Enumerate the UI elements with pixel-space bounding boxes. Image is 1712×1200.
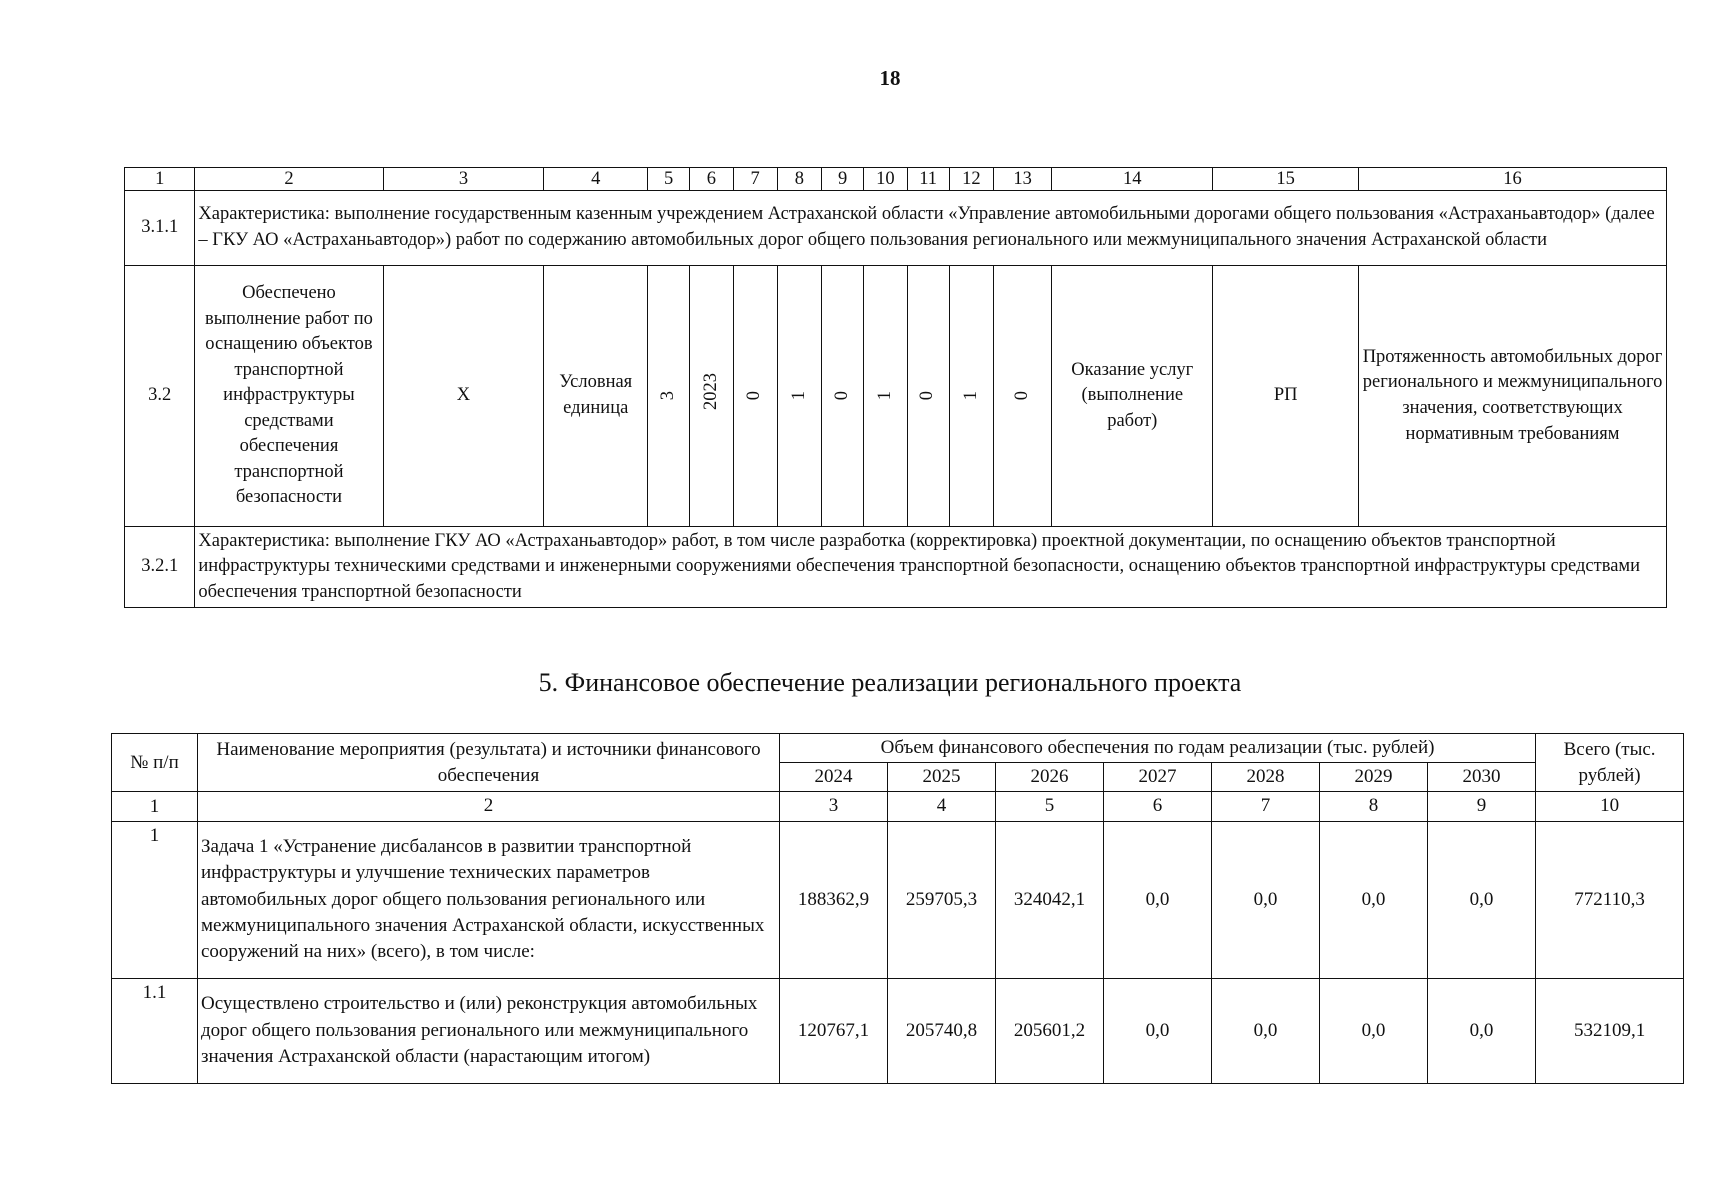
year-2026: 2026	[996, 763, 1104, 792]
cell-col11	[907, 266, 949, 527]
value-2024: 188362,9	[780, 821, 888, 978]
row-num: 1	[112, 821, 198, 978]
col-num-8: 8	[1320, 792, 1428, 821]
characteristic-text: Характеристика: выполнение ГКУ АО «Астраханьавтодор» работ, в том числе разработка (корректировка) проектной документации, по оснащению объектов транспортной инфраструктуры техническими средствами и инженерными сооружениями обеспечения транспортной безопасности, оснащению объектов транспортной инфраструктуры средствами обеспечения транспортной безопасности	[195, 527, 1667, 608]
col-num-9: 9	[822, 168, 864, 191]
row-id: 3.1.1	[125, 191, 195, 266]
value-2026: 205601,2	[996, 978, 1104, 1083]
page-number: 18	[879, 66, 901, 90]
col-num-2: 2	[195, 168, 383, 191]
year-2024: 2024	[780, 763, 888, 792]
row-name: Осуществлено строительство и (или) реконструкция автомобильных дорог общего пользования регионального или межмуниципального значения Астраханской области (нарастающим итогом)	[198, 978, 780, 1083]
col-num-4: 4	[888, 792, 996, 821]
results-table	[124, 167, 1667, 608]
col-num-6: 6	[1104, 792, 1212, 821]
table-row	[125, 266, 1667, 527]
col-num-3: 3	[383, 168, 544, 191]
cell-col13	[993, 266, 1051, 527]
col-num-13: 13	[993, 168, 1051, 191]
value-2026: 324042,1	[996, 821, 1104, 978]
cell-col10	[864, 266, 907, 527]
cell-col9-value: 0	[831, 390, 852, 401]
value-2025: 259705,3	[888, 821, 996, 978]
value-2027: 0,0	[1104, 978, 1212, 1083]
header-row	[112, 734, 1684, 763]
cell-col8-value: 1	[788, 390, 809, 401]
year-2030: 2030	[1428, 763, 1536, 792]
value-2029: 0,0	[1320, 978, 1428, 1083]
col-num-5: 5	[648, 168, 690, 191]
table-row	[112, 821, 1684, 978]
col-num-7: 7	[733, 168, 777, 191]
cell-col7	[733, 266, 777, 527]
cell-col14: Оказание услуг (выполнение работ)	[1052, 266, 1213, 527]
cell-col6	[690, 266, 733, 527]
cell-col10-value: 1	[874, 390, 895, 401]
cell-col6-value: 2023	[700, 373, 721, 411]
cell-col11-value: 0	[917, 390, 938, 401]
header-total: Всего (тыс. рублей)	[1536, 734, 1684, 792]
col-num-8: 8	[777, 168, 821, 191]
cell-col13-value: 0	[1011, 390, 1032, 401]
row-name: Задача 1 «Устранение дисбалансов в развитии транспортной инфраструктуры и улучшение технических параметров автомобильных дорог общего пользования регионального или межмуниципального значения Астраханской области, искусственных сооружений на них» (всего), в том числе:	[198, 821, 780, 978]
cell-col16: Протяженность автомобильных дорог регионального и межмуниципального значения, соответствующих нормативным требованиям	[1359, 266, 1667, 527]
value-2024: 120767,1	[780, 978, 888, 1083]
cell-col15: РП	[1213, 266, 1359, 527]
value-2028: 0,0	[1212, 821, 1320, 978]
value-2030: 0,0	[1428, 978, 1536, 1083]
characteristic-text: Характеристика: выполнение государственным казенным учреждением Астраханской области «Управление автомобильными дорогами общего пользования «Астраханьавтодор» (далее – ГКУ АО «Астраханьавтодор») работ по содержанию автомобильных дорог общего пользования регионального или межмуниципального значения Астраханской области	[195, 191, 1667, 266]
col-num-1: 1	[112, 792, 198, 821]
value-2028: 0,0	[1212, 978, 1320, 1083]
header-name: Наименование мероприятия (результата) и источники финансового обеспечения	[198, 734, 780, 792]
cell-col12-value: 1	[960, 390, 981, 401]
year-2029: 2029	[1320, 763, 1428, 792]
value-total: 532109,1	[1536, 978, 1684, 1083]
col-num-5: 5	[996, 792, 1104, 821]
column-number-row	[125, 168, 1667, 191]
column-number-row	[112, 792, 1684, 821]
value-total: 772110,3	[1536, 821, 1684, 978]
col-num-15: 15	[1213, 168, 1359, 191]
table-row	[112, 978, 1684, 1083]
col-num-11: 11	[907, 168, 949, 191]
row-num: 1.1	[112, 978, 198, 1083]
col-num-6: 6	[690, 168, 733, 191]
table-row	[125, 527, 1667, 608]
unit-cell: Условная единица	[544, 266, 648, 527]
col-num-2: 2	[198, 792, 780, 821]
col-num-16: 16	[1359, 168, 1667, 191]
cell-col3: X	[383, 266, 544, 527]
section-title: 5. Финансовое обеспечение реализации регионального проекта	[538, 668, 1242, 697]
col-num-12: 12	[949, 168, 993, 191]
col-num-14: 14	[1052, 168, 1213, 191]
financing-table	[111, 733, 1684, 1084]
header-num: № п/п	[112, 734, 198, 792]
cell-col5	[648, 266, 690, 527]
col-num-10: 10	[1536, 792, 1684, 821]
col-num-3: 3	[780, 792, 888, 821]
row-id: 3.2	[125, 266, 195, 527]
year-2027: 2027	[1104, 763, 1212, 792]
result-name: Обеспечено выполнение работ по оснащению объектов транспортной инфраструктуры средствами обеспечения транспортной безопасности	[195, 266, 383, 527]
value-2025: 205740,8	[888, 978, 996, 1083]
year-2025: 2025	[888, 763, 996, 792]
col-num-9: 9	[1428, 792, 1536, 821]
value-2030: 0,0	[1428, 821, 1536, 978]
value-2029: 0,0	[1320, 821, 1428, 978]
row-id: 3.2.1	[125, 527, 195, 608]
cell-col12	[949, 266, 993, 527]
value-2027: 0,0	[1104, 821, 1212, 978]
cell-col5-value: 3	[657, 390, 678, 401]
col-num-7: 7	[1212, 792, 1320, 821]
table-row	[125, 191, 1667, 266]
col-num-1: 1	[125, 168, 195, 191]
col-num-4: 4	[544, 168, 648, 191]
col-num-10: 10	[864, 168, 907, 191]
header-volume: Объем финансового обеспечения по годам реализации (тыс. рублей)	[780, 734, 1536, 763]
cell-col8	[777, 266, 821, 527]
cell-col7-value: 0	[744, 390, 765, 401]
year-2028: 2028	[1212, 763, 1320, 792]
cell-col9	[822, 266, 864, 527]
